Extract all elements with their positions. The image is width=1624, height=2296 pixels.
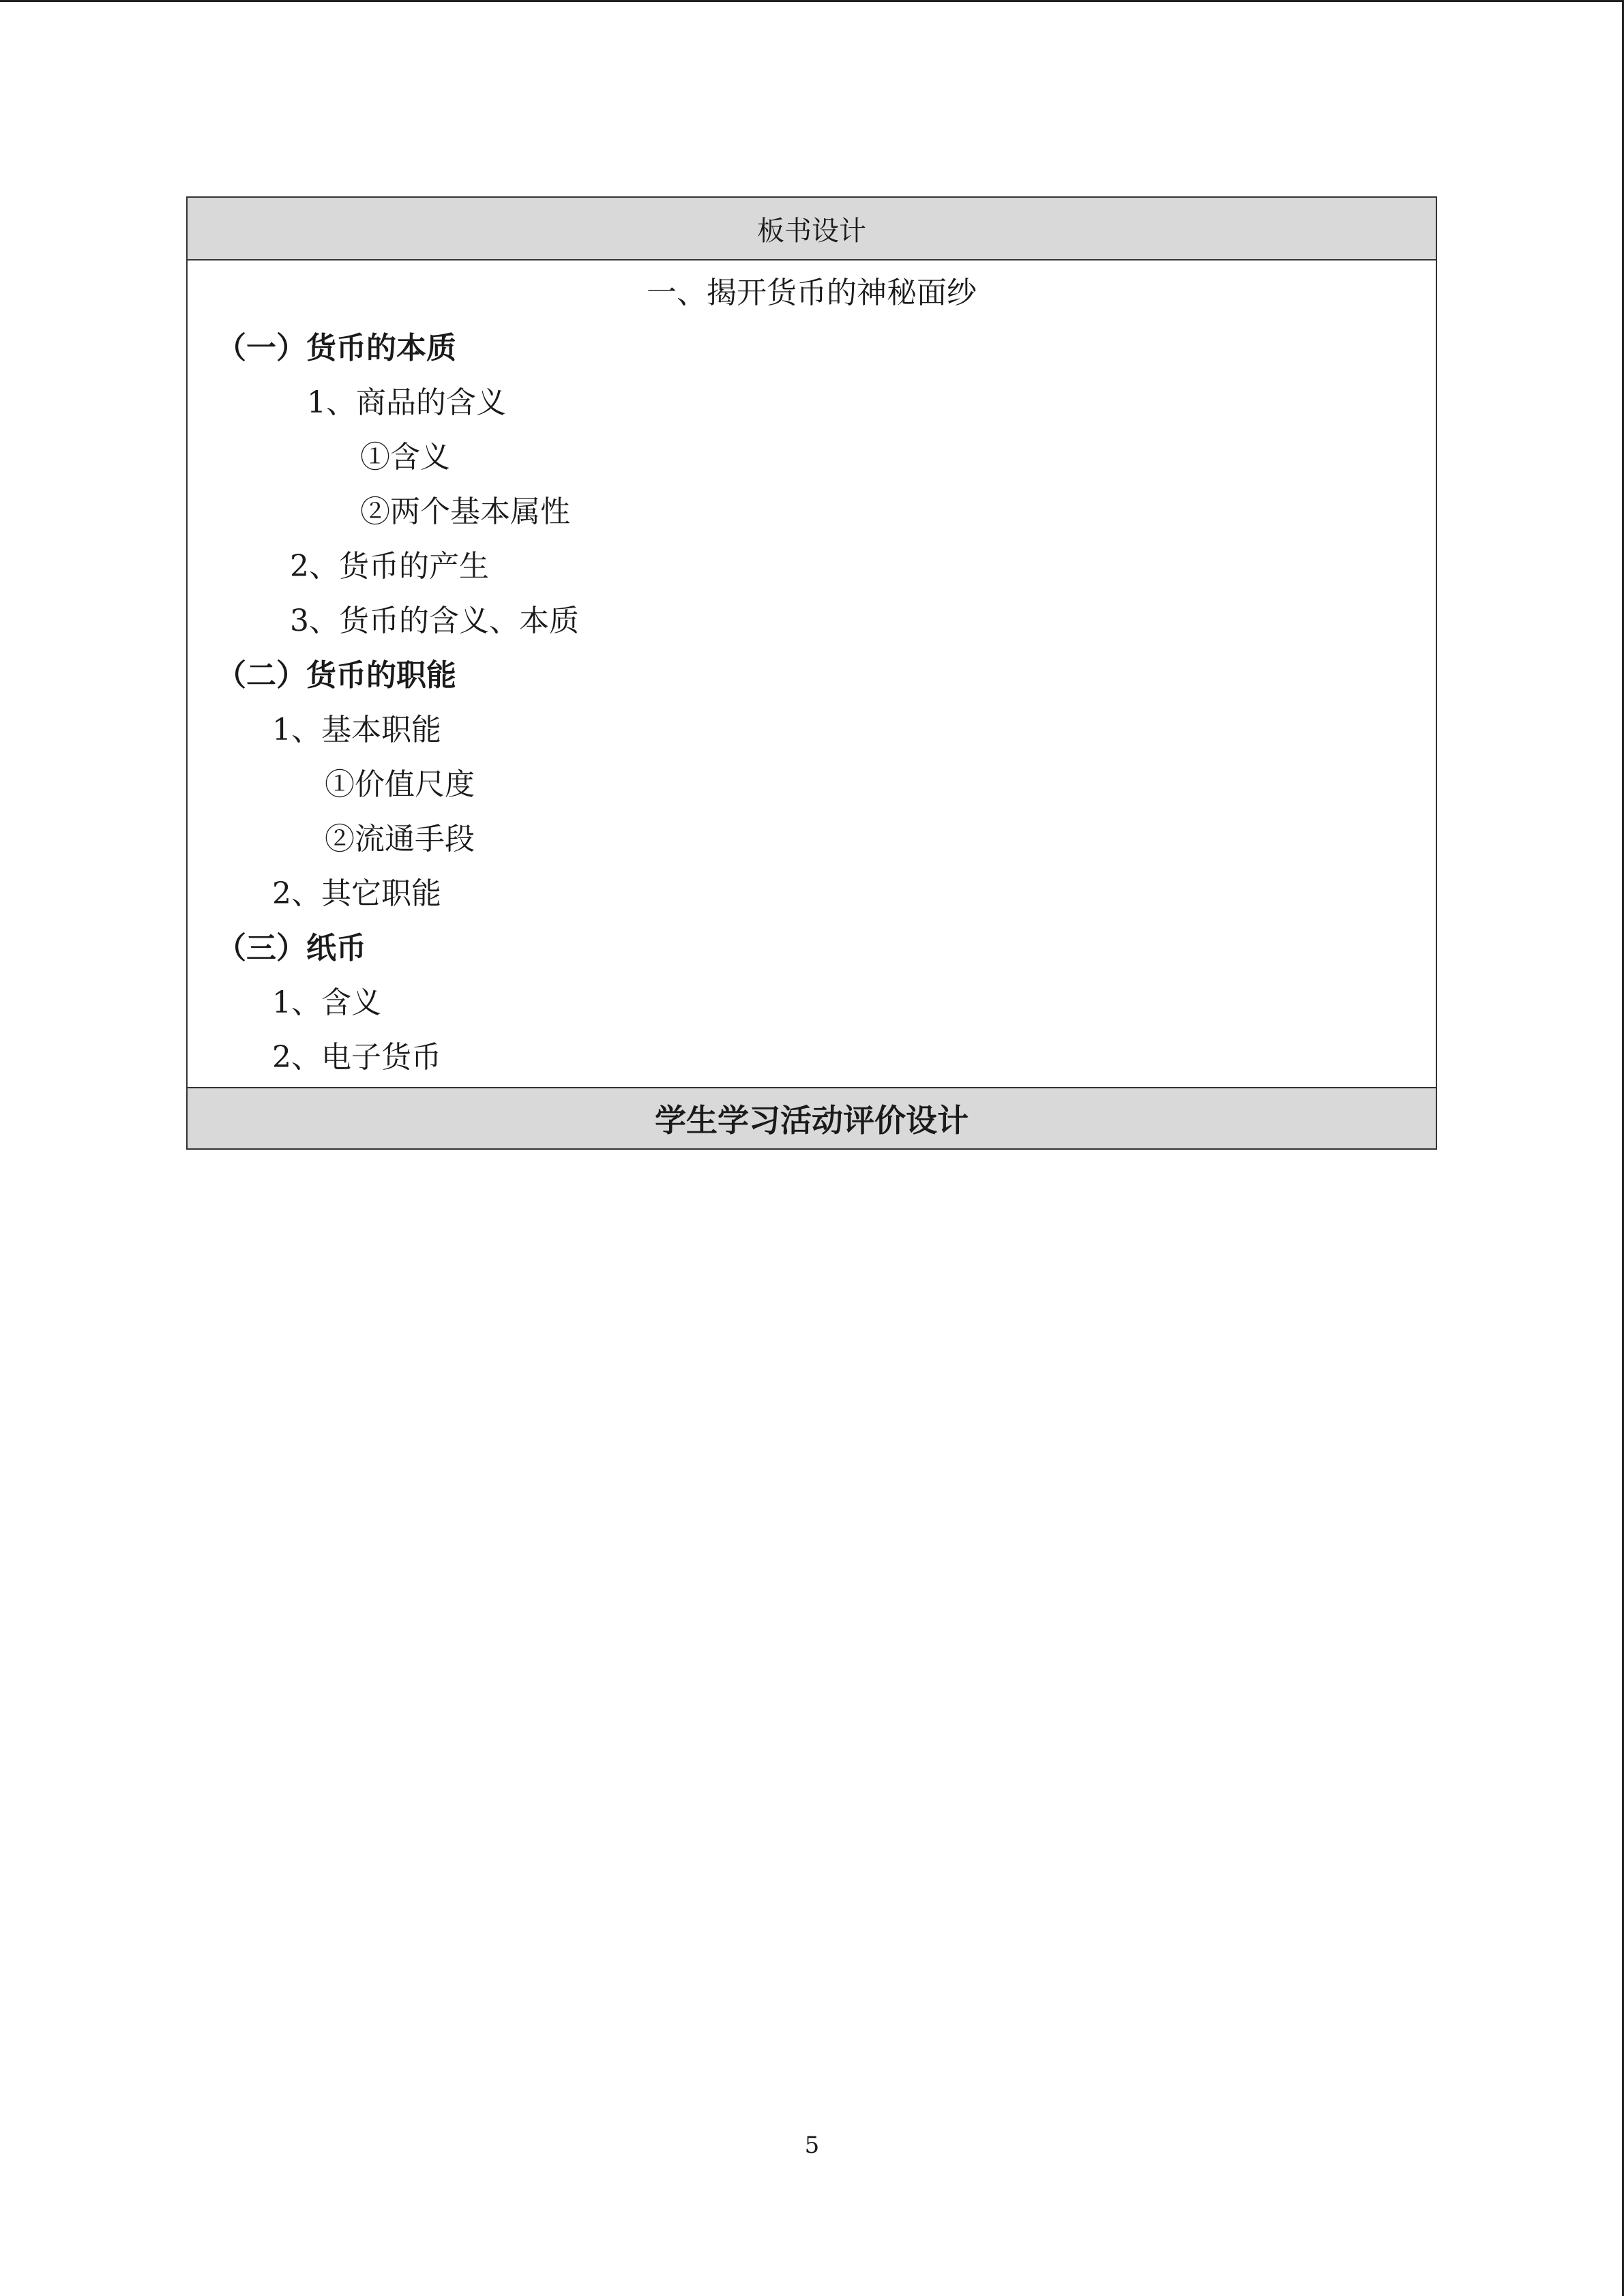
board-title: 一、揭开货币的神秘面纱 (647, 275, 977, 310)
list-item: ①价值尺度 (325, 767, 475, 802)
list-item: ②流通手段 (325, 822, 475, 856)
section-heading-3: （三）纸币 (216, 931, 366, 966)
table-header (188, 198, 1436, 260)
list-item: ①含义 (360, 440, 450, 475)
board-content (188, 260, 1436, 1087)
list-item: 3、货币的含义、本质 (290, 603, 579, 638)
board-design-table (186, 196, 1437, 1150)
list-item: 2、电子货币 (272, 1040, 441, 1075)
table-footer-label: 学生学习活动评价设计 (655, 1102, 969, 1139)
list-item: 2、货币的产生 (290, 549, 489, 584)
table-header-label: 板书设计 (757, 215, 866, 247)
list-item: ②两个基本属性 (360, 494, 570, 529)
list-item: 1、基本职能 (272, 713, 441, 747)
section-heading-1: （一）货币的本质 (216, 331, 456, 366)
page-top-border (0, 0, 1624, 2)
section-heading-2: （二）货币的职能 (216, 658, 456, 693)
list-item: 1、商品的含义 (307, 385, 506, 420)
page-number: 5 (804, 2132, 820, 2159)
table-footer (188, 1087, 1436, 1148)
list-item: 2、其它职能 (272, 876, 441, 911)
list-item: 1、含义 (272, 985, 381, 1020)
